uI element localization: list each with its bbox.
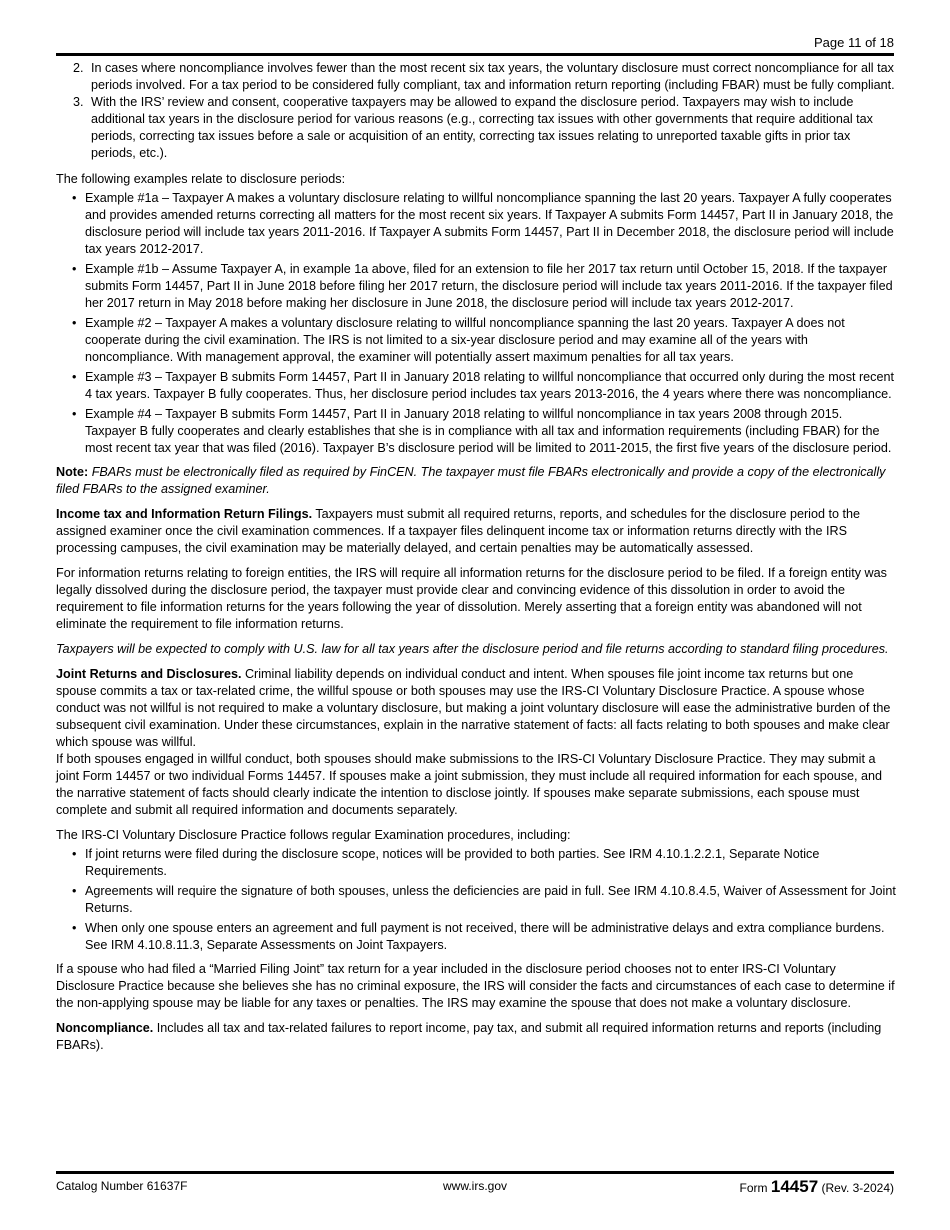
exam-list xyxy=(56,846,896,954)
list-item: • Agreements will require the signature of both spouses, unless the deficiencies are paid in full. See IRM 4.10.8.4.5, Waiver of Assessment for Joint Returns. xyxy=(72,884,896,915)
compliance-paragraph: Taxpayers will be expected to comply with U.S. law for all tax years after the disclosure period and file returns according to standard filing procedures. xyxy=(56,642,889,656)
page-content xyxy=(56,60,896,1062)
page-number: Page 11 of 18 xyxy=(814,35,894,50)
list-item: 2. In cases where noncompliance involves fewer than the most recent six tax years, the voluntary disclosure must correct noncompliance for all tax periods involved. For a tax period to be considered fully compliant, tax and information return reporting (including FBAR) must be fully compliant. xyxy=(73,61,895,92)
exam-intro: The IRS-CI Voluntary Disclosure Practice follows regular Examination procedures, including: xyxy=(56,828,571,842)
form-identifier: Form 14457 (Rev. 3-2024) xyxy=(739,1177,894,1196)
examples-list xyxy=(56,190,896,457)
list-item: • Example #1b – Assume Taxpayer A, in example 1a above, filed for an extension to file her 2017 tax return until October 15, 2018. If the taxpayer submits Form 14457, Part II in June 2018 before filing her 2017 return, the disclosure period will include tax years 2011-2016. If the taxpayer filed her 2017 return in May 2018 before making her disclosure in June 2018, the disclosure period will include tax years 2012-2017. xyxy=(72,262,893,310)
list-item: • When only one spouse enters an agreement and full payment is not received, there will be administrative delays and extra compliance burdens. See IRM 4.10.8.11.3, Separate Assessments on Joint Taxpayers. xyxy=(72,921,885,952)
list-item: • If joint returns were filed during the disclosure scope, notices will be provided to both parties. See IRM 4.10.1.2.2.1, Separate Notice Requirements. xyxy=(72,847,820,878)
list-item: 3. With the IRS’ review and consent, cooperative taxpayers may be allowed to expand the disclosure period. Taxpayers may wish to include additional tax years in the disclosure period for various reasons (e.g., correcting tax issues with other governments that require additional tax periods, correcting tax issues before a sale or acquisition of an entity, correcting tax issues relating to unreported taxable gifts in prior tax periods, etc.). xyxy=(73,95,873,160)
top-rule xyxy=(56,53,894,56)
foreign-entities-paragraph: For information returns relating to foreign entities, the IRS will require all information returns for the disclosure period to be filed. If a foreign entity was legally dissolved during the disclosure period, the taxpayer must provide clear and convincing evidence of this dissolution in order to avoid the requirement to file information returns for the years following the year of dissolution. Merely asserting that a foreign entity was abandoned will not eliminate the requirement to file information returns. xyxy=(56,566,887,631)
list-item: • Example #1a – Taxpayer A makes a voluntary disclosure relating to willful noncompliance spanning the last 20 years. Taxpayer A fully cooperates and provides amended returns correcting all matters for the most recent six years. If Taxpayer A submits Form 14457, Part II in January 2018, the disclosure period will include tax years 2011-2016. If Taxpayer A submits Form 14457, Part II in December 2018, the disclosure period will include tax years 2012-2017. xyxy=(72,191,894,256)
numbered-list xyxy=(56,60,896,162)
joint-returns-paragraph: Joint Returns and Disclosures. Criminal liability depends on individual conduct and intent. When spouses file joint income tax returns but one spouse commits a tax or tax-related crime, the willful spouse or both spouses may use the IRS-CI Voluntary Disclosure Practice. A spouse whose conduct was not willful is not required to make a voluntary disclosure, but making a joint voluntary disclosure will ease the administrative burden of the subsequent civil examination. Under these circumstances, explain in the narrative statement of facts: all facts relating to both spouses and make clear which spouse was willful. xyxy=(56,667,891,749)
form-number: 14457 xyxy=(770,1177,819,1196)
bottom-rule xyxy=(56,1171,894,1174)
examples-intro: The following examples relate to disclosure periods: xyxy=(56,172,346,186)
list-item: • Example #3 – Taxpayer B submits Form 14457, Part II in January 2018 relating to willful noncompliance that occurred only during the most recent 4 tax years. Taxpayer B fully cooperates. Thus, her disclosure period includes tax years 2013-2016, the 4 years where there was noncompliance. xyxy=(72,370,894,401)
income-paragraph: Income tax and Information Return Filings. Taxpayers must submit all required returns, reports, and schedules for the disclosure period to the assigned examiner once the civil examination commences. If a taxpayer files delinquent income tax or information returns directly with the IRS processing campuses, the civil examination may be materially delayed, and certain penalties may be automatically assessed. xyxy=(56,507,860,555)
catalog-number: Catalog Number 61637F xyxy=(56,1179,188,1193)
joint-returns-paragraph-2: If both spouses engaged in willful conduct, both spouses should make submissions to the IRS-CI Voluntary Disclosure Practice. They may submit a joint Form 14457 or two individual Forms 14457. If spouses make a joint submission, they must include all required information for each spouse, and the narrative statement of facts should clearly indicate the intention to disclose jointly. If spouses make separate submissions, each spouse must complete and submit all required information and documents separately. xyxy=(56,752,883,817)
website-link[interactable]: www.irs.gov xyxy=(442,1179,507,1193)
list-item: • Example #2 – Taxpayer A makes a voluntary disclosure relating to willful noncompliance spanning the last 20 years. Taxpayer A does not cooperate during the civil examination. The IRS is not limited to a six-year disclosure period and may examine all of the years with noncompliance. With management approval, the examiner will potentially assert maximum penalties for all tax years. xyxy=(72,316,845,364)
list-item: • Example #4 – Taxpayer B submits Form 14457, Part II in January 2018 relating to willful noncompliance in tax years 2008 through 2015. Taxpayer B fully cooperates and clearly establishes that she is in compliance with all tax and information requirements (including FBAR) for the most recent tax year that was filed (2016). Taxpayer B’s disclosure period will be limited to 2011-2015, the first five years of the disclosure period. xyxy=(72,407,892,455)
noncompliance-paragraph: Noncompliance. Includes all tax and tax-related failures to report income, pay tax, and submit all required information returns and reports (including FBARs). xyxy=(56,1021,882,1052)
note-paragraph: Note: FBARs must be electronically filed as required by FinCEN. The taxpayer must file FBARs electronically and provide a copy of the electronically filed FBARs to the assigned examiner. xyxy=(56,465,886,496)
married-filing-joint-paragraph: If a spouse who had filed a “Married Filing Joint” tax return for a year included in the disclosure period chooses not to enter IRS-CI Voluntary Disclosure Practice because she believes she has no criminal exposure, the IRS will consider the facts and circumstances of each case to determine if the non-applying spouse may be liable for any taxes or penalties. The IRS may examine the spouse that does not make a voluntary disclosure. xyxy=(56,962,895,1010)
